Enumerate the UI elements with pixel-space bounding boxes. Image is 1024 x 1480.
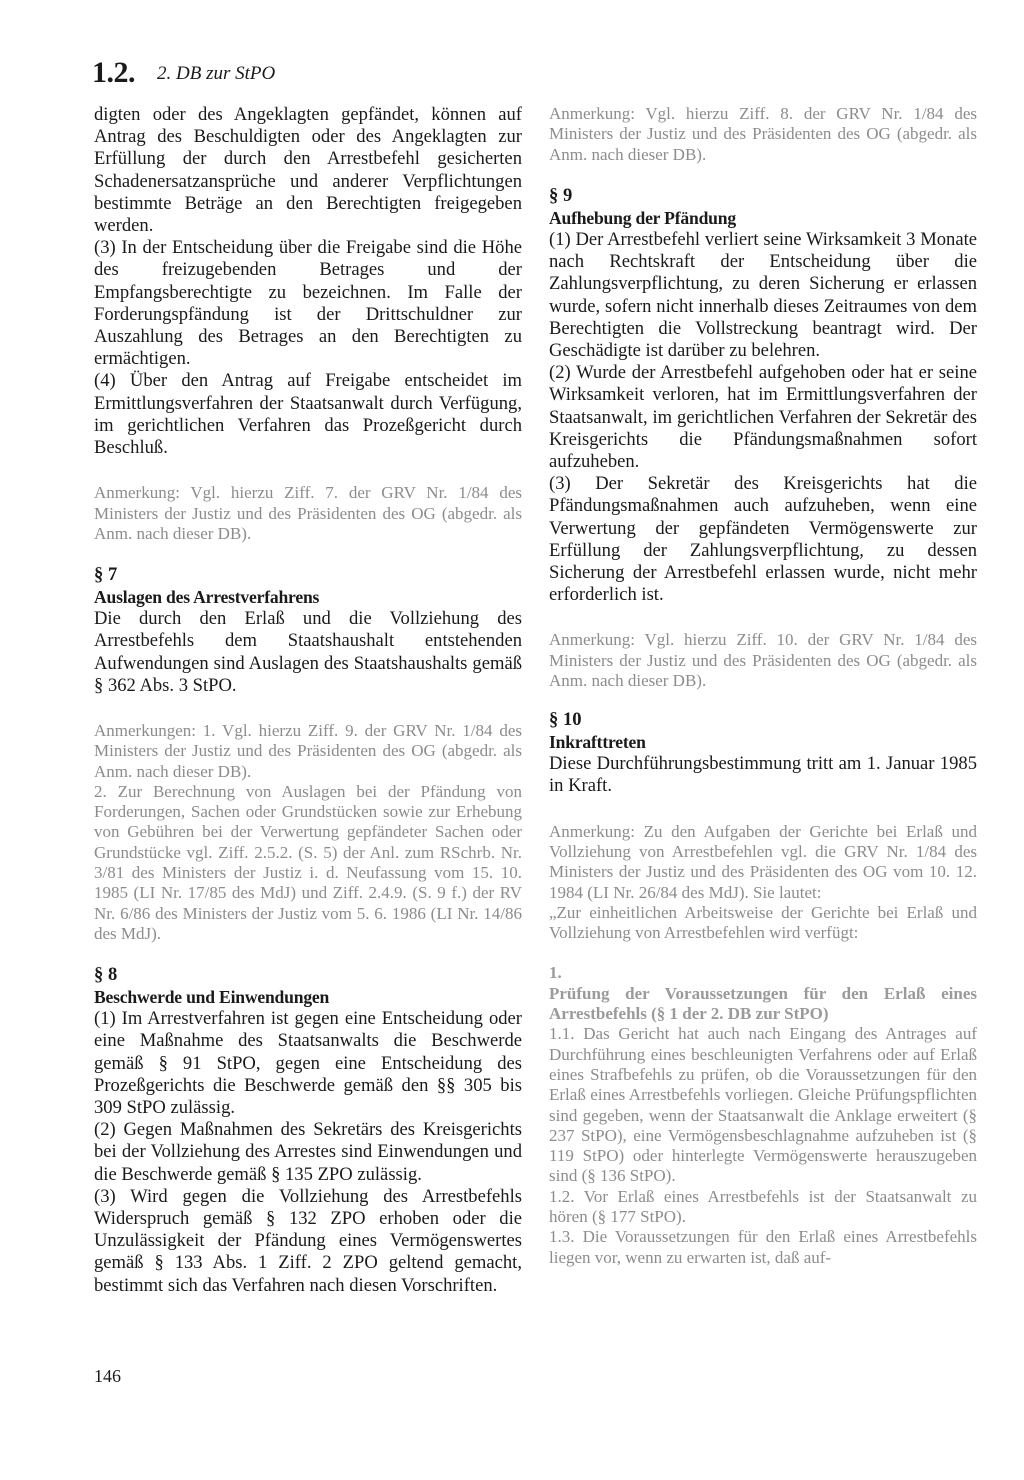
left-paragraph-3: (4) Über den Antrag auf Freigabe entscheidet im Ermittlungsverfahren der Staatsanwalt durch Verfügung, im gerichtlichen Verfahren das Prozeßgericht durch Beschluß. <box>94 370 522 459</box>
running-header <box>92 56 275 90</box>
note-section-8: Anmerkung: Vgl. hierzu Ziff. 8. der GRV Nr. 1/84 des Ministers der Justiz und des Präsidenten des OG (abgedr. als Anm. nach dieser DB). <box>549 104 977 164</box>
grv-item-1-2: 1.2. Vor Erlaß eines Arrestbefehls ist der Staatsanwalt zu hören (§ 177 StPO). <box>549 1186 977 1226</box>
section-7-title: Auslagen des Arrestverfahrens <box>94 587 320 608</box>
section-9-paragraph-3: (3) Der Sekretär des Kreisgerichts hat die Pfändungsmaßnahmen auch aufzuheben, wenn eine Verwertung der gepfändeten Vermögenswerte zur Erfüllung der Zahlungsverpflichtung, zu dessen Sicherung der Arrestbefehl erlassen wurde, nicht mehr erforderlich ist. <box>549 473 977 606</box>
left-paragraph-2: (3) In der Entscheidung über die Freigabe sind die Höhe des freizugebenden Betrages und der Empfangsberechtigte zu bezeichnen. Im Falle der Forderungspfändung ist der Drittschuldner zur Auszahlung des Betrages an den Berechtigten zu ermächtigen. <box>94 237 522 370</box>
section-10-text: Diese Durchführungsbestimmung tritt am 1. Januar 1985 in Kraft. <box>549 753 977 797</box>
section-10-title: Inkrafttreten <box>549 732 646 753</box>
section-9-paragraph-2: (2) Wurde der Arrestbefehl aufgehoben oder hat er seine Wirksamkeit verloren, hat im Ermittlungsverfahren der Staatsanwalt, im gerichtlichen Verfahren der Sekretär des Kreisgerichts die Pfändungsmaßnahmen sofort aufzuheben. <box>549 362 977 472</box>
note-grv-quote-start: „Zur einheitlichen Arbeitsweise der Gerichte bei Erlaß und Vollziehung von Arrestbefehlen wird verfügt: <box>549 902 977 943</box>
section-9-paragraph-1: (1) Der Arrestbefehl verliert seine Wirksamkeit 3 Monate nach Rechtskraft der Entscheidung über die Zahlungsverpflichtung, zu deren Sicherung er erlassen wurde, sofern nicht innerhalb dieses Zeitraumes von dem Berechtigten die Vollstreckung beantragt wird. Der Geschädigte ist darüber zu belehren. <box>549 228 977 361</box>
grv-item-1-title: Prüfung der Voraussetzungen für den Erlaß eines Arrestbefehls (§ 1 der 2. DB zur StPO) <box>549 983 977 1024</box>
section-10-number: § 10 <box>549 709 582 731</box>
left-column <box>94 104 522 1297</box>
note-section-7-a: Anmerkungen: 1. Vgl. hierzu Ziff. 9. der GRV Nr. 1/84 des Ministers der Justiz und des Präsidenten des OG (abgedr. als Anm. nach dieser DB). <box>94 720 522 781</box>
left-paragraph-1: digten oder des Angeklagten gepfändet, können auf Antrag des Beschuldigten oder des Angeklagten zur Erfüllung der durch den Arrestbefehl gesicherten Schadenersatzansprüche und anderer Verpflichtungen bestimmte Beträge an den Berechtigten freigegeben werden. <box>94 104 522 237</box>
section-8-number: § 8 <box>94 964 118 986</box>
section-9-title: Aufhebung der Pfändung <box>549 207 736 228</box>
section-8-title: Beschwerde und Einwendungen <box>94 987 330 1008</box>
page-number: 146 <box>94 1366 121 1386</box>
section-8-paragraph-1: (1) Im Arrestverfahren ist gegen eine Entscheidung oder eine Maßnahme des Staatsanwalts die Beschwerde gemäß § 91 StPO, gegen eine Entscheidung des Prozeßgerichts die Beschwerde gemäß den §§ 305 bis 309 StPO zulässig. <box>94 1008 522 1119</box>
grv-item-1-3: 1.3. Die Voraussetzungen für den Erlaß eines Arrestbefehls liegen vor, wenn zu erwarten ist, daß auf- <box>549 1227 977 1267</box>
section-7-number: § 7 <box>94 564 118 586</box>
section-8-paragraph-3: (3) Wird gegen die Vollziehung des Arrestbefehls Widerspruch gemäß § 132 ZPO erhoben oder die Unzulässigkeit der Pfändung eines Vermögenswertes gemäß § 133 Abs. 1 Ziff. 2 ZPO geltend gemacht, bestimmt sich das Verfahren nach diesen Vorschriften. <box>94 1185 522 1296</box>
grv-item-1-number: 1. <box>549 963 562 983</box>
right-column <box>549 104 977 1268</box>
note-grv-intro: Anmerkung: Zu den Aufgaben der Gerichte bei Erlaß und Vollziehung von Arrestbefehlen vgl. die GRV Nr. 1/84 des Ministers der Justiz und des Präsidenten des OG vom 10. 12. 1984 (LI Nr. 26/84 des MdJ). Sie lautet: <box>549 821 977 902</box>
section-8-paragraph-2: (2) Gegen Maßnahmen des Sekretärs des Kreisgerichts bei der Vollziehung des Arrestes sind Einwendungen und die Beschwerde gemäß § 135 ZPO zulässig. <box>94 1119 522 1185</box>
section-7-text: Die durch den Erlaß und die Vollziehung des Arrestbefehls dem Staatshaushalt entstehenden Aufwendungen sind Auslagen des Staatshaushalts gemäß § 362 Abs. 3 StPO. <box>94 608 522 696</box>
running-title: 2. DB zur StPO <box>157 63 276 84</box>
chapter-number: 1.2. <box>92 56 135 89</box>
note-section-6: Anmerkung: Vgl. hierzu Ziff. 7. der GRV Nr. 1/84 des Ministers der Justiz und des Präsidenten des OG (abgedr. als Anm. nach dieser DB). <box>94 483 522 543</box>
grv-item-1-1: 1.1. Das Gericht hat auch nach Eingang des Antrages auf Durchführung eines beschleunigten Verfahrens oder auf Erlaß eines Strafbefehls zu prüfen, ob die Voraussetzungen für den Erlaß eines Arrestbefehls vorliegen. Gleiche Prüfungspflichten sind gegeben, wenn der Staatsanwalt die Anklage erweitert (§ 237 StPO), eine Vermögensbeschlagnahme aufzuheben ist (§ 119 StPO) oder hinterlegte Vermögenswerte herauszugeben sind (§ 136 StPO). <box>549 1024 977 1186</box>
section-9-number: § 9 <box>549 184 573 206</box>
note-section-7-b: 2. Zur Berechnung von Auslagen bei der Pfändung von Forderungen, Sachen oder Grundstücken sowie zur Erhebung von Gebühren bei der Verwertung gepfändeter Sachen oder Grundstücke vgl. Ziff. 2.5.2. (S. 5) der Anl. zum RSchrb. Nr. 3/81 des Ministers der Justiz i. d. Neufassung vom 15. 10. 1985 (LI Nr. 17/85 des MdJ) und Ziff. 2.4.9. (S. 9 f.) der RV Nr. 6/86 des Ministers der Justiz vom 5. 6. 1986 (LI Nr. 14/86 des MdJ). <box>94 781 522 943</box>
note-section-9: Anmerkung: Vgl. hierzu Ziff. 10. der GRV Nr. 1/84 des Ministers der Justiz und des Präsidenten des OG (abgedr. als Anm. nach dieser DB). <box>549 630 977 690</box>
